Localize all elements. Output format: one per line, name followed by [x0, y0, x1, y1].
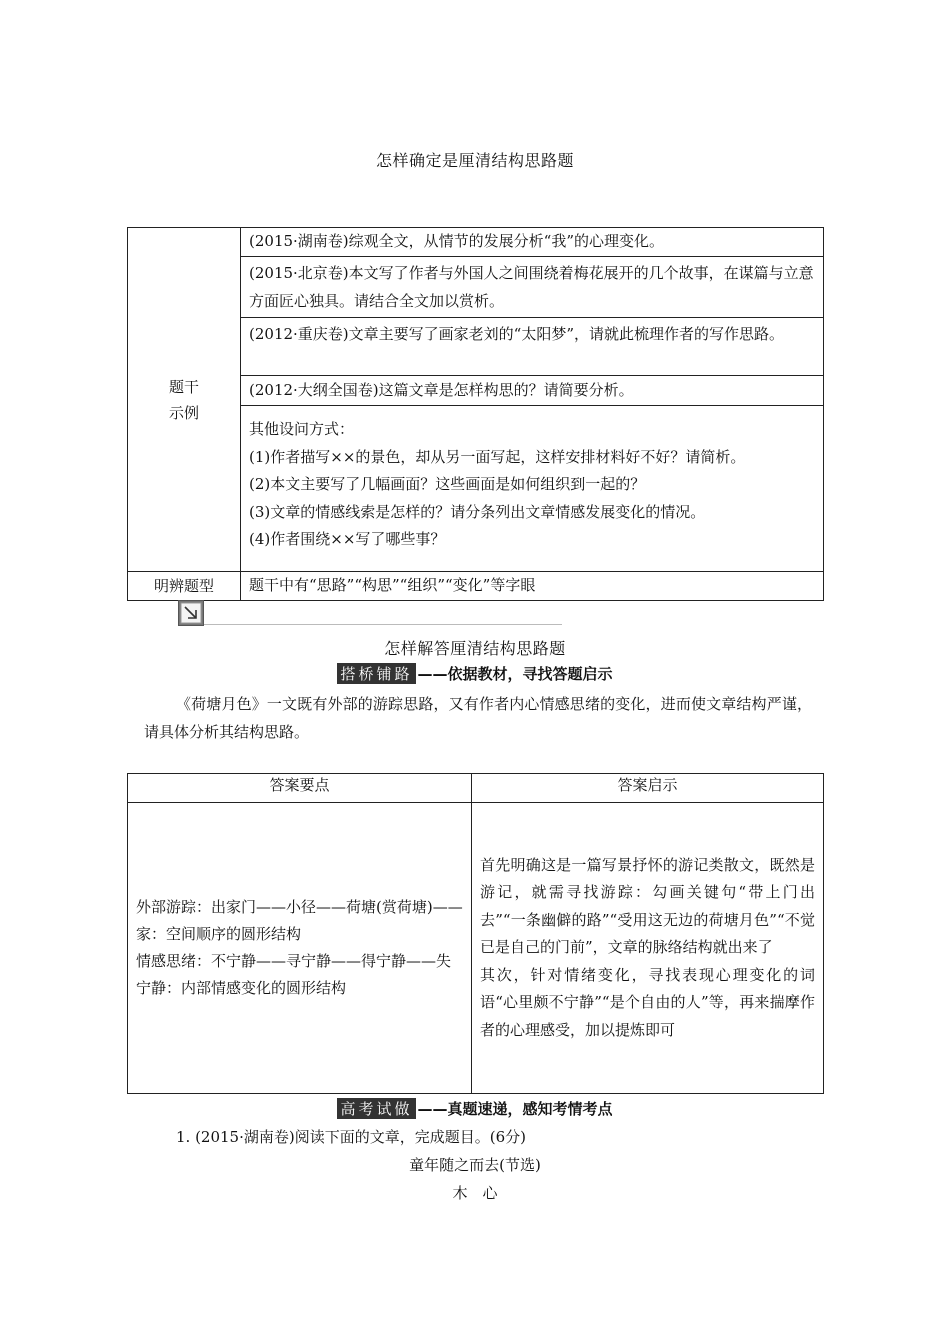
bridge-badge: 搭桥铺路	[337, 663, 415, 684]
answer-point: 外部游踪：出家门——小径——荷塘(赏荷塘)——家：空间顺序的圆形结构	[136, 898, 463, 943]
answer-point: 情感思绪：不宁静——寻宁静——得宁静——失宁静：内部情感变化的圆形结构	[136, 952, 452, 997]
bridge-text: ——依据教材，寻找答题启示	[417, 665, 613, 683]
answer-hint: 首先明确这是一篇写景抒怀的游记类散文，既然是游记，就需寻找游踪：勾画关键句“带上门出去”“一条幽僻的路”“受用这无边的荷塘月色”“不觉已是自己的门前”，文章的脉络结构就出来了	[480, 855, 815, 957]
example-item: (2015·湖南卷)综观全文，从情节的发展分析“我”的心理变化。	[241, 228, 824, 257]
exam-heading	[0, 1098, 950, 1119]
story-author: 木 心	[452, 1184, 498, 1202]
examples-label	[128, 228, 241, 572]
example-item: (2012·重庆卷)文章主要写了画家老刘的“太阳梦”，请就此梳理作者的写作思路。	[241, 318, 824, 376]
other-way-item: (2)本文主要写了几幅画面？这些画面是如何组织到一起的？	[249, 475, 646, 493]
identify-label: 明辨题型	[128, 572, 241, 601]
other-ways-title: 其他设问方式：	[249, 420, 355, 438]
question-paragraph: 《荷塘月色》一文既有外部的游踪思路，又有作者内心情感思绪的变化，进而使文章结构严谨，请具体分析其结构思路。	[144, 695, 812, 741]
answer-points-cell	[128, 803, 472, 1094]
examples-label-line2: 示例	[168, 403, 199, 422]
answer-table	[127, 773, 824, 1094]
example-item: (2012·大纲全国卷)这篇文章是怎样构思的？请简要分析。	[241, 376, 824, 406]
answer-hint: 其次，针对情绪变化，寻找表现心理变化的词语“心里颇不宁静”“是个自由的人”等，再来揣摩作者的心理感受，加以提炼即可	[480, 965, 815, 1039]
exam-badge: 高考试做	[337, 1098, 415, 1119]
question-1: 1. (2015·湖南卷)阅读下面的文章，完成题目。(6分)	[176, 1128, 526, 1146]
answer-header-left: 答案要点	[128, 774, 472, 803]
examples-label-line1: 题干	[168, 377, 199, 396]
answer-hints-cell	[472, 803, 824, 1094]
other-way-item: (3)文章的情感线索是怎样的？请分条列出文章情感发展变化的情况。	[249, 502, 706, 521]
examples-table	[127, 227, 824, 601]
exam-text: ——真题速递，感知考情考点	[417, 1100, 613, 1118]
other-way-item: (1)作者描写××的景色，却从另一面写起，这样安排材料好不好？请简析。	[249, 447, 746, 466]
answer-header-right: 答案启示	[472, 774, 824, 803]
section-title-identify: 怎样确定是厘清结构思路题	[375, 151, 574, 170]
bridge-heading	[0, 663, 950, 684]
story-title: 童年随之而去(节选)	[409, 1156, 541, 1174]
other-way-item: (4)作者围绕××写了哪些事？	[249, 530, 446, 548]
other-ways-cell	[241, 406, 824, 572]
example-item: (2015·北京卷)本文写了作者与外国人之间围绕着梅花展开的几个故事，在谋篇与立意方面匠心独具。请结合全文加以赏析。	[241, 257, 824, 318]
arrow-down-right-icon	[178, 600, 204, 626]
section-title-answer: 怎样解答厘清结构思路题	[384, 639, 566, 658]
divider-line	[204, 624, 562, 625]
identify-text: 题干中有“思路”“构思”“组织”“变化”等字眼	[241, 572, 824, 601]
